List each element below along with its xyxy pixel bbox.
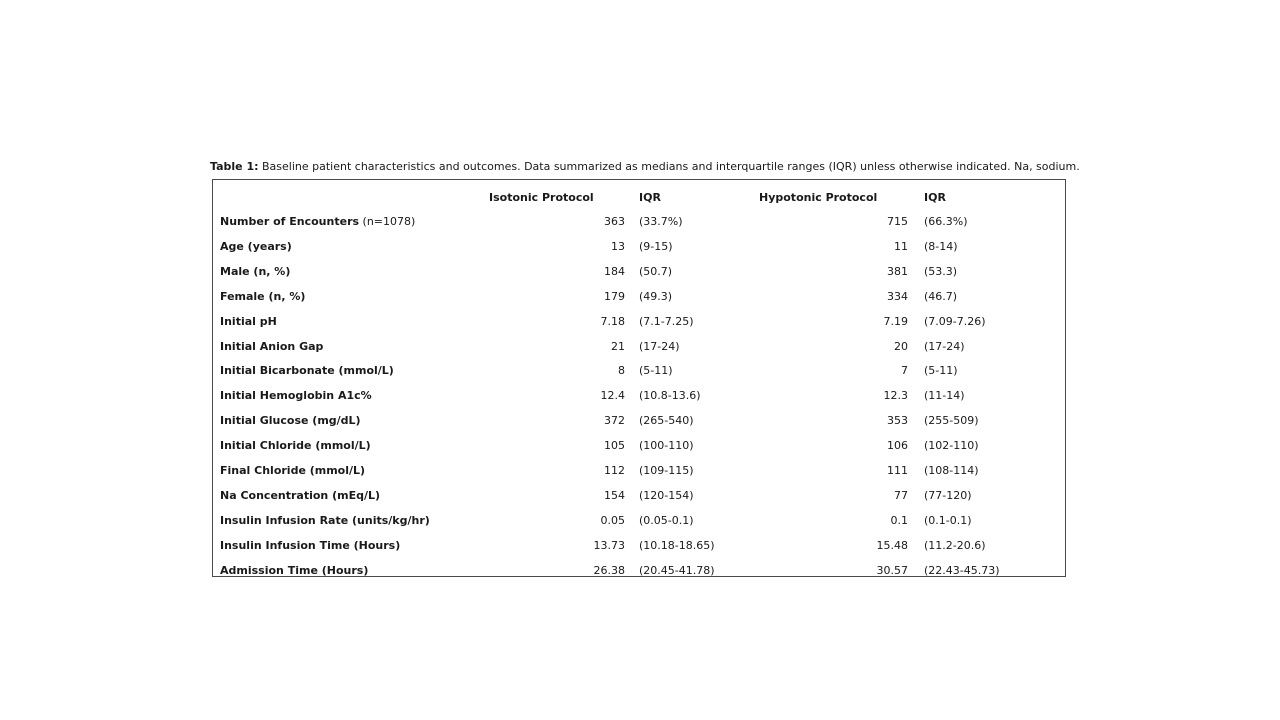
isotonic-value: 21 <box>611 339 625 353</box>
hypotonic-value: 12.3 <box>883 389 908 403</box>
hypotonic-value: 106 <box>887 439 908 453</box>
table-row <box>213 212 1065 232</box>
table-row <box>213 262 1065 282</box>
isotonic-value: 7.18 <box>600 314 625 328</box>
isotonic-value: 363 <box>604 215 625 228</box>
table-row <box>213 436 1065 456</box>
table-row <box>213 287 1065 307</box>
hypotonic-iqr: (11.2-20.6) <box>924 538 986 552</box>
hypotonic-iqr: (108-114) <box>924 464 979 477</box>
isotonic-value: 154 <box>604 488 625 502</box>
isotonic-iqr: (0.05-0.1) <box>639 513 694 527</box>
hypotonic-iqr: (255-509) <box>924 414 979 428</box>
hypotonic-value: 77 <box>894 488 908 502</box>
row-label <box>220 361 394 381</box>
hypotonic-iqr: (8-14) <box>924 239 958 253</box>
table-row <box>213 361 1065 381</box>
isotonic-value: 26.38 <box>593 563 625 577</box>
row-label-text: Final Chloride (mmol/L) <box>220 464 366 477</box>
row-label <box>220 337 323 357</box>
isotonic-iqr: (10.8-13.6) <box>639 389 701 403</box>
hypotonic-iqr: (17-24) <box>924 339 965 353</box>
row-label <box>220 536 400 556</box>
hypotonic-value: 20 <box>894 339 908 353</box>
isotonic-value: 8 <box>618 364 625 378</box>
hypotonic-iqr: (5-11) <box>924 364 958 378</box>
table-row <box>213 511 1065 531</box>
row-label <box>220 287 305 307</box>
isotonic-iqr: (265-540) <box>639 414 694 428</box>
isotonic-iqr: (9-15) <box>639 239 673 253</box>
row-label-text: Initial Glucose (mg/dL) <box>220 414 361 428</box>
hypotonic-iqr: (77-120) <box>924 488 972 502</box>
isotonic-iqr: (109-115) <box>639 464 694 477</box>
header-isotonic-iqr: IQR <box>639 191 661 204</box>
isotonic-value: 13 <box>611 239 625 253</box>
hypotonic-iqr: (66.3%) <box>924 215 968 228</box>
isotonic-value: 372 <box>604 414 625 428</box>
table-row <box>213 312 1065 332</box>
row-label <box>220 212 415 232</box>
table-row <box>213 536 1065 556</box>
row-label-text: Age (years) <box>220 239 292 253</box>
hypotonic-iqr: (11-14) <box>924 389 965 403</box>
table-row <box>213 411 1065 431</box>
table-row <box>213 337 1065 357</box>
row-label-text: Number of Encounters <box>220 215 360 228</box>
row-label <box>220 436 371 456</box>
row-label-text: Initial Anion Gap <box>220 339 324 353</box>
row-label <box>220 386 372 406</box>
isotonic-iqr: (100-110) <box>639 439 694 453</box>
hypotonic-iqr: (53.3) <box>924 264 958 278</box>
hypotonic-value: 715 <box>887 215 908 228</box>
isotonic-value: 0.05 <box>600 513 625 527</box>
isotonic-value: 105 <box>604 439 625 453</box>
row-label <box>220 561 368 581</box>
hypotonic-iqr: (22.43-45.73) <box>924 563 1000 577</box>
isotonic-iqr: (50.7) <box>639 264 673 278</box>
hypotonic-iqr: (102-110) <box>924 439 979 453</box>
hypotonic-iqr: (46.7) <box>924 289 958 303</box>
isotonic-iqr: (49.3) <box>639 289 673 303</box>
table-row <box>213 237 1065 257</box>
hypotonic-value: 334 <box>887 289 908 303</box>
row-label-text: Initial pH <box>220 314 277 328</box>
row-label <box>220 411 361 431</box>
table-row <box>213 461 1065 481</box>
isotonic-value: 12.4 <box>600 389 625 403</box>
isotonic-iqr: (5-11) <box>639 364 673 378</box>
row-label-text: Admission Time (Hours) <box>220 563 369 577</box>
row-label-text: Initial Bicarbonate (mmol/L) <box>220 364 394 378</box>
row-label <box>220 312 277 332</box>
caption-label: Table 1: <box>210 160 259 173</box>
hypotonic-value: 30.57 <box>876 563 908 577</box>
isotonic-iqr: (20.45-41.78) <box>639 563 715 577</box>
isotonic-value: 112 <box>604 464 625 477</box>
header-isotonic-protocol: Isotonic Protocol <box>489 191 594 204</box>
isotonic-iqr: (33.7%) <box>639 215 683 228</box>
table-row <box>213 386 1065 406</box>
row-label-text: Insulin Infusion Rate (units/kg/hr) <box>220 513 430 527</box>
isotonic-iqr: (17-24) <box>639 339 680 353</box>
isotonic-iqr: (7.1-7.25) <box>639 314 694 328</box>
hypotonic-iqr: (0.1-0.1) <box>924 513 972 527</box>
hypotonic-value: 111 <box>887 464 908 477</box>
row-label <box>220 511 430 531</box>
caption-text: Baseline patient characteristics and outcomes. Data summarized as medians and interquartile ranges (IQR) unless otherwise indicated. Na, sodium. <box>258 160 1080 173</box>
row-label-text: Initial Chloride (mmol/L) <box>220 439 371 453</box>
isotonic-value: 13.73 <box>593 538 625 552</box>
row-label-text: Insulin Infusion Time (Hours) <box>220 538 401 552</box>
row-label <box>220 237 292 257</box>
table-row <box>213 561 1065 581</box>
header-hypotonic-protocol: Hypotonic Protocol <box>759 191 878 204</box>
hypotonic-value: 353 <box>887 414 908 428</box>
isotonic-iqr: (120-154) <box>639 488 694 502</box>
table-caption <box>210 160 1080 174</box>
row-label-text: Male (n, %) <box>220 264 291 278</box>
isotonic-value: 184 <box>604 264 625 278</box>
isotonic-value: 179 <box>604 289 625 303</box>
hypotonic-iqr: (7.09-7.26) <box>924 314 986 328</box>
hypotonic-value: 15.48 <box>876 538 908 552</box>
hypotonic-value: 11 <box>894 239 908 253</box>
table-header-row <box>213 188 1065 208</box>
row-label <box>220 262 290 282</box>
row-label <box>220 486 380 506</box>
header-hypotonic-iqr: IQR <box>924 191 946 204</box>
isotonic-iqr: (10.18-18.65) <box>639 538 715 552</box>
row-label-text: Na Concentration (mEq/L) <box>220 488 381 502</box>
table-row <box>213 486 1065 506</box>
hypotonic-value: 381 <box>887 264 908 278</box>
hypotonic-value: 7 <box>901 364 908 378</box>
row-label-text: Initial Hemoglobin A1c% <box>220 389 372 403</box>
row-label <box>220 461 365 481</box>
hypotonic-value: 0.1 <box>890 513 908 527</box>
row-label-note: (n=1078) <box>359 215 416 228</box>
baseline-table <box>212 179 1066 577</box>
row-label-text: Female (n, %) <box>220 289 306 303</box>
hypotonic-value: 7.19 <box>883 314 908 328</box>
